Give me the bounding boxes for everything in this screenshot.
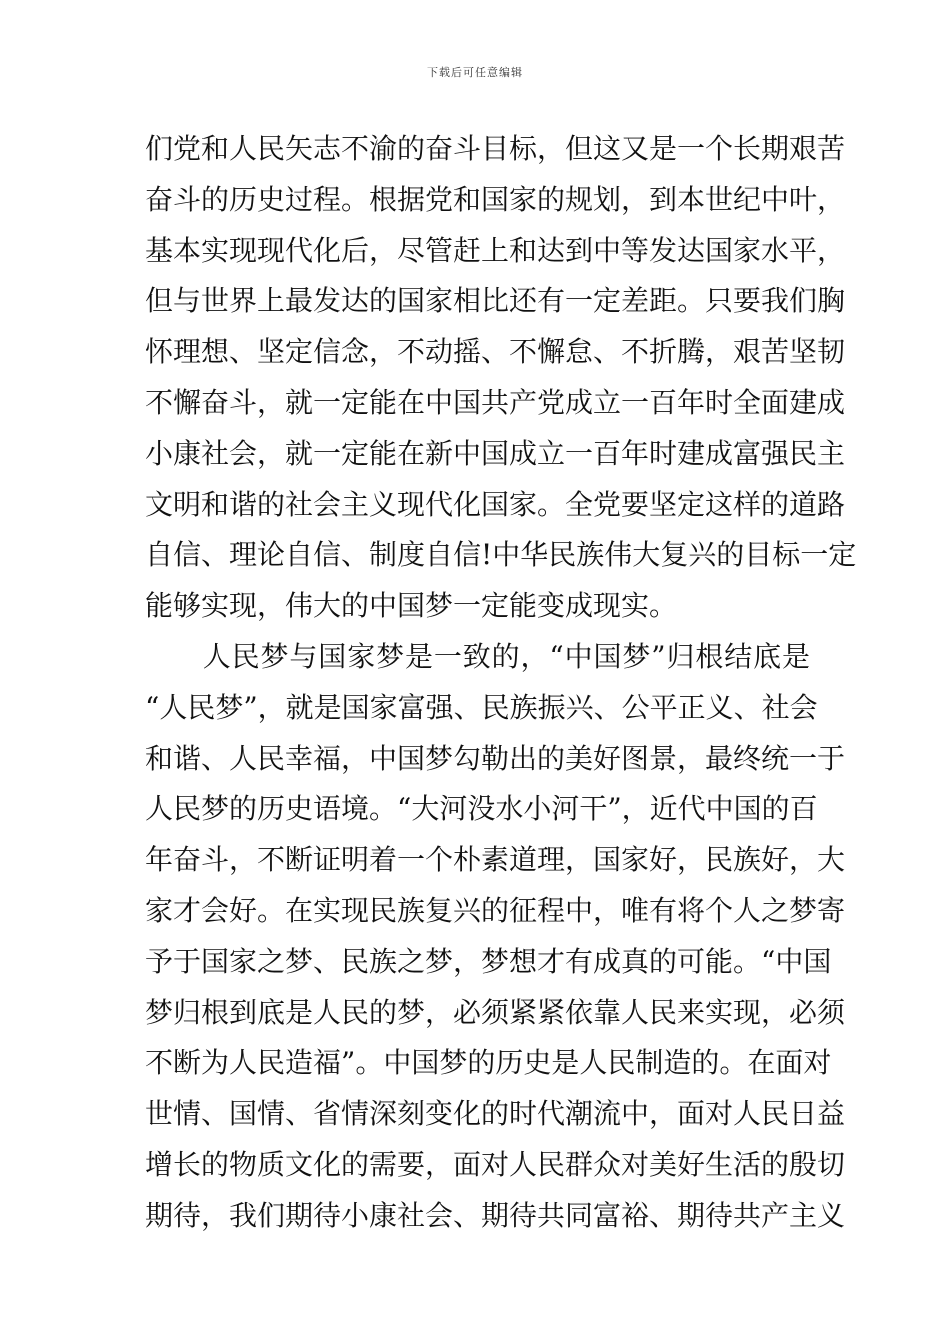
text-line: 人民梦与国家梦是一致的，“中国梦”归根结底是	[145, 639, 810, 673]
text-line: 梦归根到底是人民的梦，必须紧紧依靠人民来实现，必须	[145, 995, 846, 1029]
page-header: 下载后可任意编辑	[427, 66, 523, 79]
text-line: 小康社会，就一定能在新中国成立一百年时建成富强民主	[145, 436, 846, 470]
text-line: 增长的物质文化的需要，面对人民群众对美好生活的殷切	[145, 1147, 846, 1181]
text-line: 家才会好。在实现民族复兴的征程中，唯有将个人之梦寄	[145, 893, 846, 927]
text-line: 自信、理论自信、制度自信!中华民族伟大复兴的目标一定	[145, 538, 857, 572]
text-line: 但与世界上最发达的国家相比还有一定差距。只要我们胸	[145, 284, 846, 318]
text-line: 奋斗的历史过程。根据党和国家的规划，到本世纪中叶，	[145, 182, 846, 216]
text-line: 能够实现，伟大的中国梦一定能变成现实。	[145, 589, 678, 623]
text-line: 人民梦的历史语境。“大河没水小河干”，近代中国的百	[145, 792, 818, 826]
text-line: 不懈奋斗，就一定能在中国共产党成立一百年时全面建成	[145, 385, 846, 419]
text-line: 予于国家之梦、民族之梦，梦想才有成真的可能。“中国	[145, 944, 832, 978]
text-line: 基本实现现代化后，尽管赶上和达到中等发达国家水平，	[145, 233, 846, 267]
text-line: 和谐、人民幸福，中国梦勾勒出的美好图景，最终统一于	[145, 741, 846, 775]
text-line: “人民梦”，就是国家富强、民族振兴、公平正义、社会	[145, 690, 818, 724]
document-body	[145, 124, 857, 1242]
text-line: 怀理想、坚定信念，不动摇、不懈怠、不折腾，艰苦坚韧	[145, 335, 846, 369]
text-line: 年奋斗，不断证明着一个朴素道理，国家好，民族好，大	[145, 843, 846, 877]
text-line: 世情、国情、省情深刻变化的时代潮流中，面对人民日益	[145, 1097, 846, 1131]
text-line: 文明和谐的社会主义现代化国家。全党要坚定这样的道路	[145, 487, 846, 521]
text-line: 期待，我们期待小康社会、期待共同富裕、期待共产主义	[145, 1198, 846, 1232]
text-line: 们党和人民矢志不渝的奋斗目标，但这又是一个长期艰苦	[145, 132, 846, 165]
text-line: 不断为人民造福”。中国梦的历史是人民制造的。在面对	[145, 1046, 832, 1080]
